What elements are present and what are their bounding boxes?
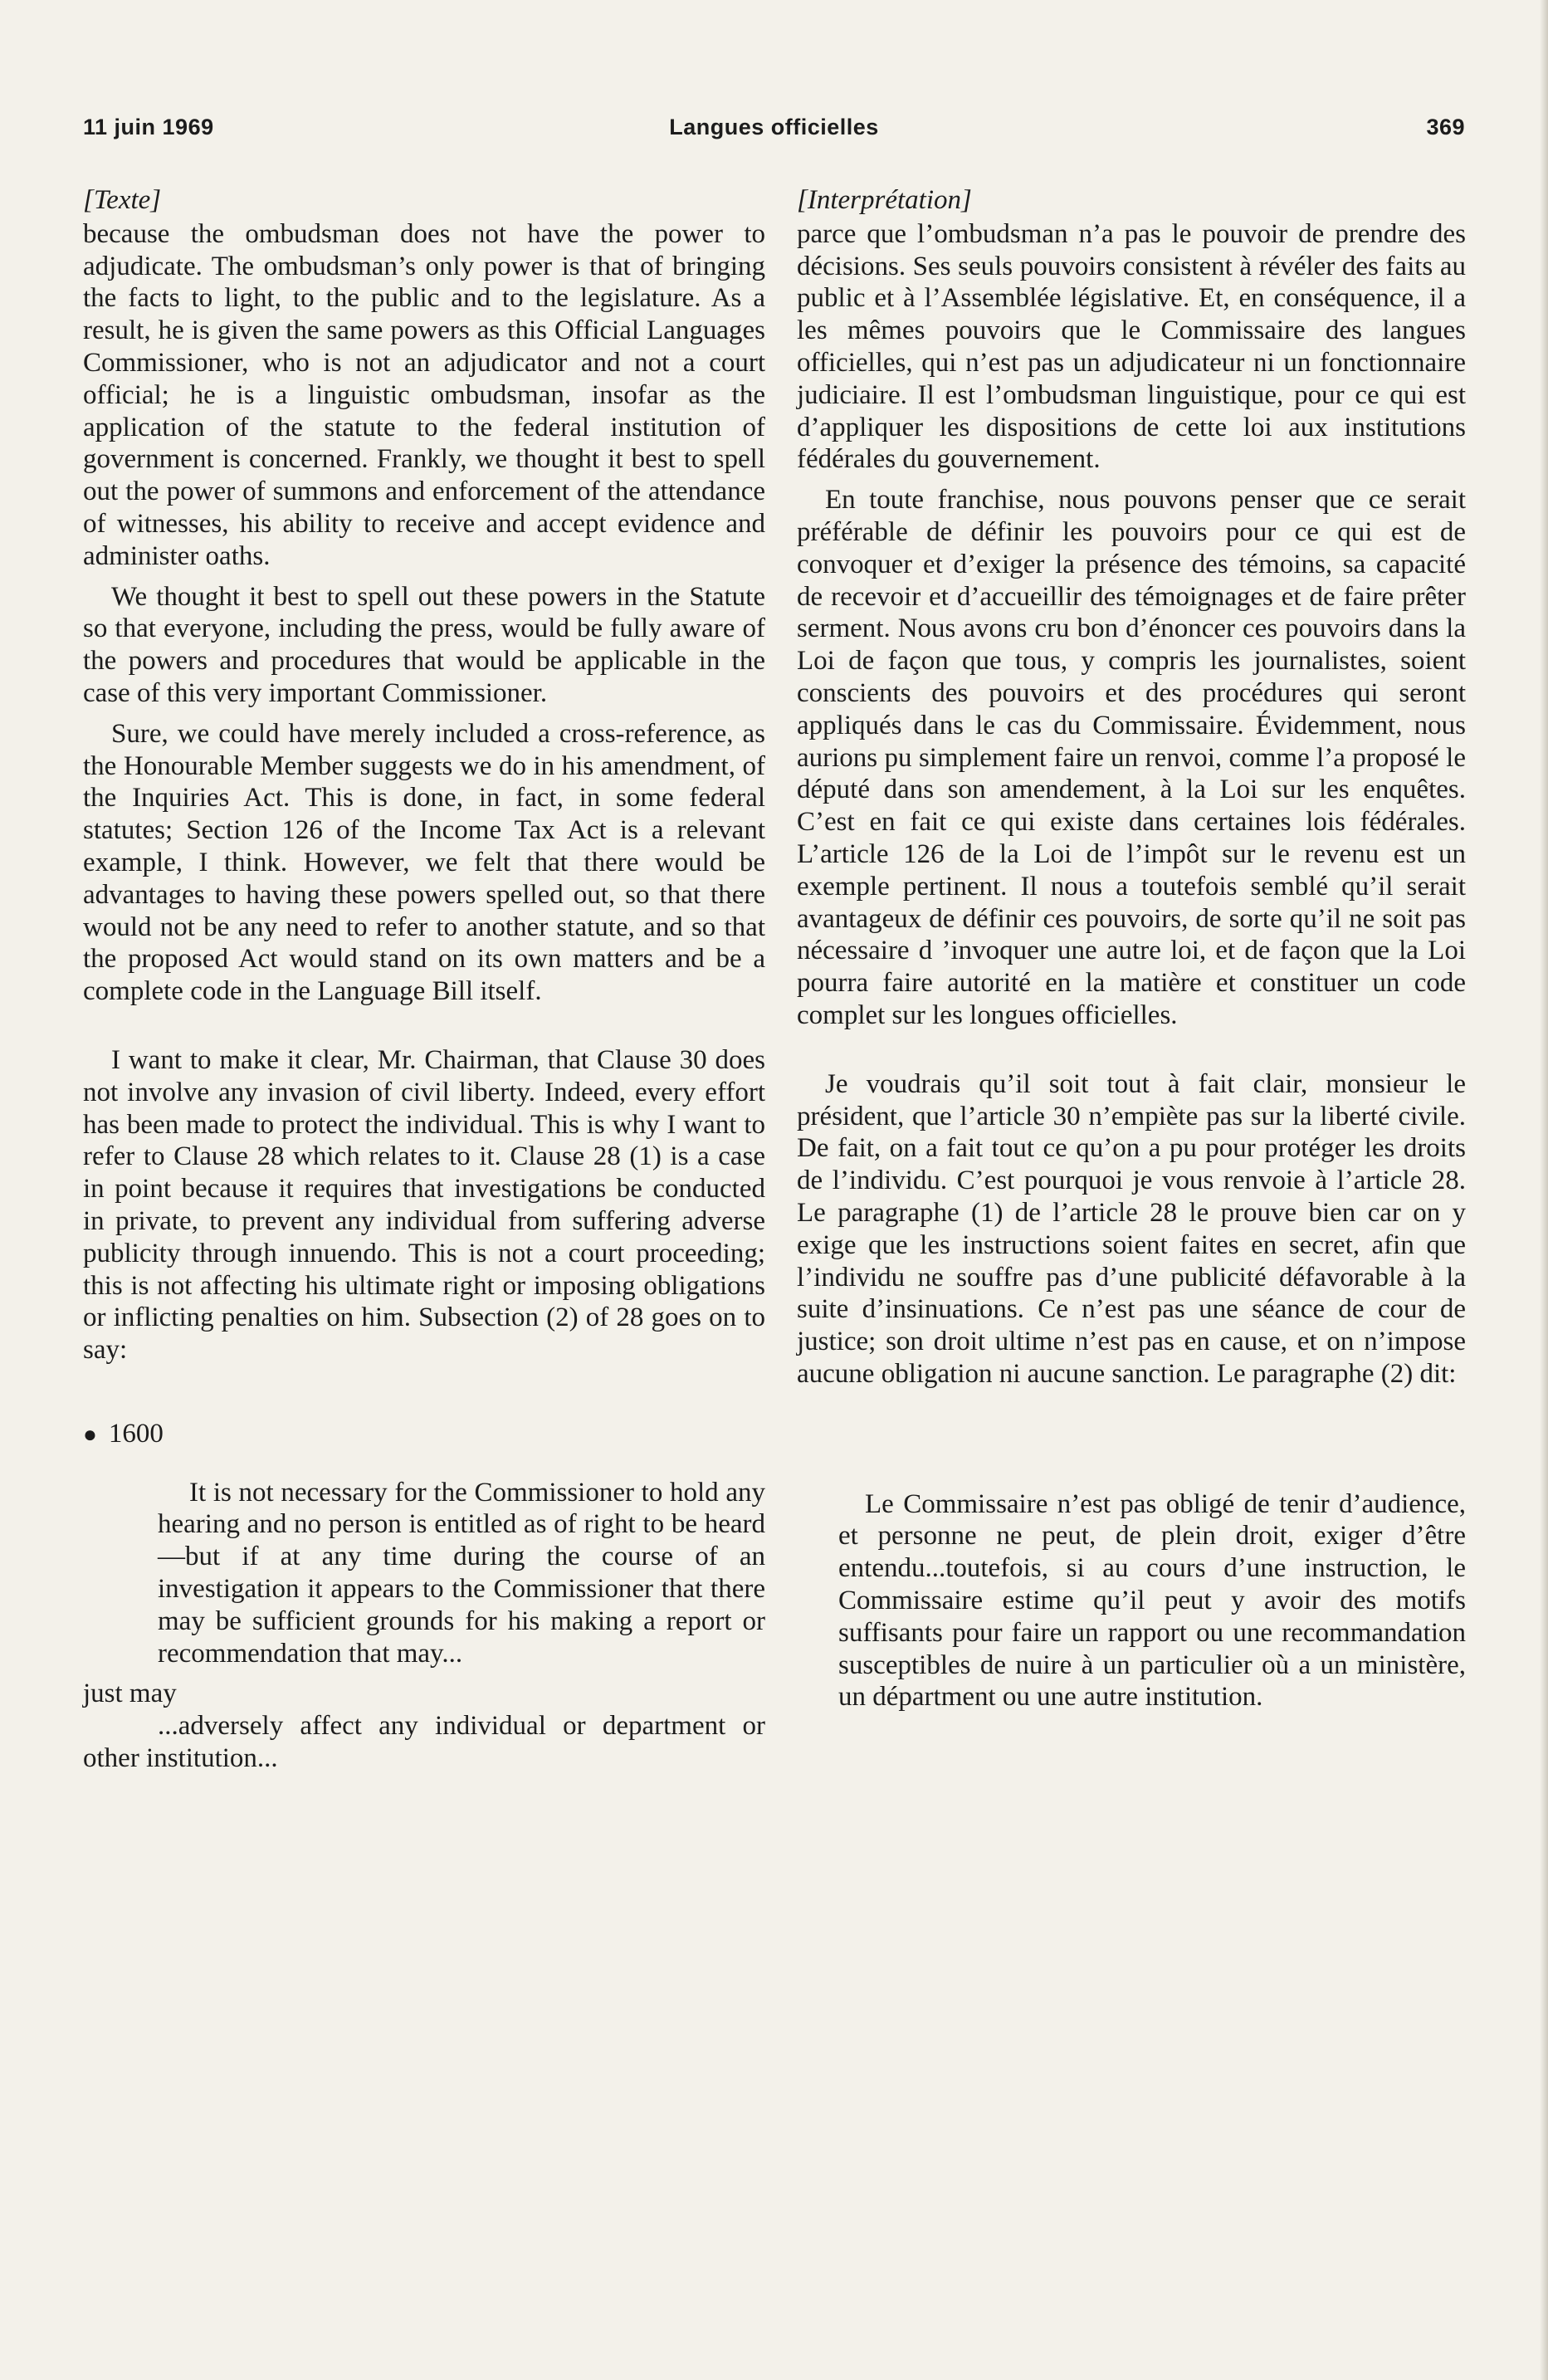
paragraph: We thought it best to spell out these powers in the Statute so that everyone, including the press, would be fully aware of the powers and procedures that would be applicable in the case of this very important Commissioner.: [83, 581, 765, 708]
english-column: [83, 184, 765, 1775]
paragraph: En toute franchise, nous pouvons penser que ce serait préférable de définir les pouvoirs pour ce qui est de convoquer et d’exiger la présence des témoins, sa capacité de recevoir et d’accueillir des témoignages et de faire prêter serment. Nous avons cru bon d’énoncer ces pouvoirs dans la Loi de façon que tous, y compris les journalistes, soient conscients des pouvoirs et des procédures qui seront appliqués dans le cas du Commissaire. Évidemment, nous aurions pu simplement faire un renvoi, comme l’a proposé le député dans son amendement, à la Loi sur les enquêtes. C’est en fait ce qui existe dans certaines lois fédérales. L’article 126 de la Loi de l’impôt sur le revenu est un exemple pertinent. Il nous a toutefois semblé qu’il serait avantageux de définir ces pouvoirs, de sorte qu’il ne soit pas nécessaire d ’invoquer une autre loi, et de façon que la Loi pourra faire autorité en la matière et constituer un code complet sur les longues officielles.: [797, 485, 1466, 1030]
paragraph: I want to make it clear, Mr. Chairman, that Clause 30 does not involve any invasion of civil liberty. Indeed, every effort has been made to protect the individual. This is why I want to refer to Clause 28 which relates to it. Clause 28 (1) is a case in point because it requires that investigations be conducted in private, to prevent any individual from suffering adverse publicity through innuendo. This is not a court proceeding; this is not affecting his ultimate right or imposing obligations or inflicting penalties on him. Subsection (2) of 28 goes on to say:: [83, 1044, 765, 1366]
page-edge-shadow: [1540, 0, 1548, 2380]
bullet-icon: ●: [83, 1421, 97, 1448]
french-column: [797, 184, 1466, 1713]
header-date: 11 juin 1969: [83, 115, 214, 139]
paragraph: because the ombudsman does not have the power to adjudicate. The ombudsman’s only power is that of bringing the facts to light, to the public and to the legislature. As a result, he is given the same powers as this Official Languages Commissioner, who is not an adjudicator and not a court official; he is a linguistic ombudsman, insofar as the application of the statute to the federal institution of government is concerned. Frankly, we thought it best to spell out the power of summons and enforcement of the attendance of witnesses, his ability to receive and accept evidence and administer oaths.: [83, 218, 765, 571]
block-quote: Le Commissaire n’est pas obligé de tenir d’audience, et personne ne peut, de plein droit, exiger d’être entendu...toutefois, si au cours d’une instruction, le Commissaire estime qu’il peut y avoir des motifs suffisants pour faire un rapport ou une recommandation susceptibles de nuire à un particulier où a un ministère, un départment ou une autre institution.: [838, 1488, 1466, 1713]
time-marker: [83, 1418, 765, 1452]
block-quote-continued: ...adversely affect any individual or department or other institution...: [83, 1711, 765, 1774]
header-title: Langues officielles: [669, 115, 879, 139]
paragraph: parce que l’ombudsman n’a pas le pouvoir de prendre des décisions. Ses seuls pouvoirs consistent à révéler des faits au public et à l’Assemblée législative. Et, en conséquence, il a les mêmes pouvoirs que le Commissaire des langues officielles, qui n’est pas un adjudicateur ni un fonctionnaire judiciaire. Il est l’ombudsman linguistique, pour ce qui est d’appliquer les dispositions de cette loi aux institutions fédérales du gouvernement.: [797, 218, 1466, 475]
time-marker-text: 1600: [108, 1418, 164, 1449]
paragraph: Je voudrais qu’il soit tout à fait clair, monsieur le président, que l’article 30 n’empiète pas sur la liberté civile. De fait, on a fait tout ce qu’on a pu pour protéger les droits de l’individu. C’est pourquoi je vous renvoie à l’article 28. Le paragraphe (1) de l’article 28 le prouve bien car on y exige que les instructions soient faites en secret, afin que l’individu ne souffre pas d’une publicité défavorable à la suite d’insinuations. Ce n’est pas une séance de cour de justice; son droit ultime n’est pas en cause, et on n’impose aucune obligation ni aucune sanction. Le paragraphe (2) dit:: [797, 1068, 1466, 1389]
page-number: 369: [1426, 115, 1465, 139]
column-label-texte: [Texte]: [83, 185, 162, 215]
column-label-interpretation: [Interprétation]: [797, 185, 972, 215]
paragraph: Sure, we could have merely included a cross-reference, as the Honourable Member suggests we do in his amendment, of the Inquiries Act. This is done, in fact, in some federal statutes; Section 126 of the Income Tax Act is a relevant example, I think. However, we felt that there would be advantages to having these powers spelled out, so that there would not be any need to refer to another statute, and so that the proposed Act would stand on its own matters and be a complete code in the Language Bill itself.: [83, 718, 765, 1007]
interjection: just may: [83, 1679, 177, 1709]
block-quote: It is not necessary for the Commissioner to hold any hearing and no person is entitled as of right to be heard—but if at any time during the course of an investigation it appears to the Commissioner that there may be sufficient grounds for his making a report or recommendation that may...: [158, 1477, 765, 1669]
running-head: [83, 115, 1465, 148]
